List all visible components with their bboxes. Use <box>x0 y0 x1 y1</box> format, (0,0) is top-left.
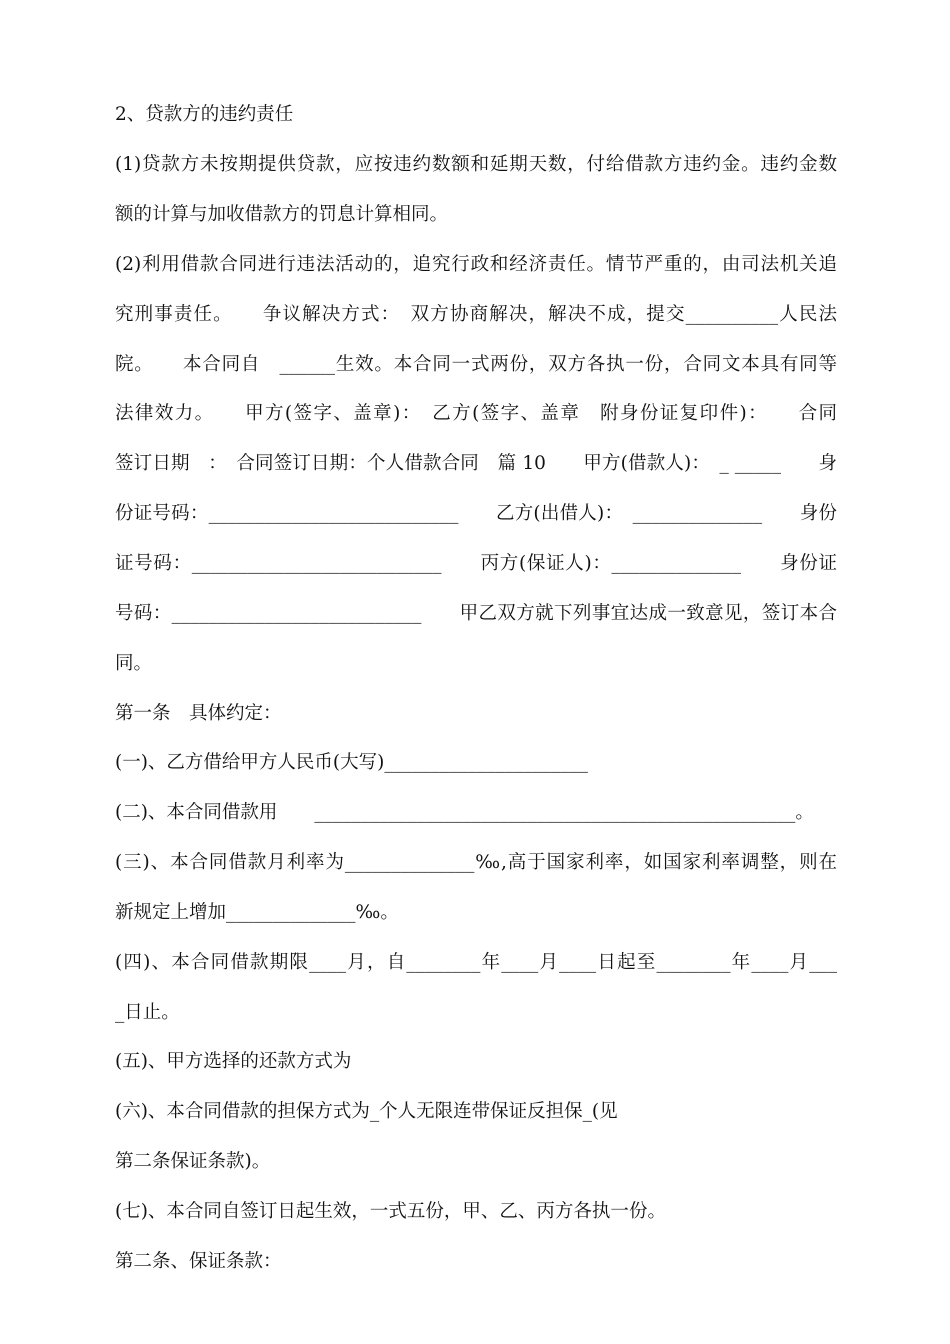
section-heading: 2、贷款方的违约责任 <box>115 104 294 125</box>
clause-line: _日止。 <box>115 1002 180 1023</box>
paragraph-line: 份证号码：___________________________ 乙方(出借人)： ______________ 身份 <box>115 503 837 524</box>
clause-line: (一)、乙方借给甲方人民币(大写)______________________ <box>115 752 588 773</box>
article-heading: 第一条 具体约定： <box>115 703 282 724</box>
clause-line: (七)、本合同自签订日起生效，一式五份，甲、乙、丙方各执一份。 <box>115 1201 666 1222</box>
clause-line: 新规定上增加______________‰。 <box>115 902 399 923</box>
clause-line: (五)、甲方选择的还款方式为 <box>115 1051 352 1072</box>
paragraph-line: 额的计算与加收借款方的罚息计算相同。 <box>115 204 449 225</box>
paragraph-line: 院。 本合同自 ______生效。本合同一式两份，双方各执一份，合同文本具有同等 <box>115 354 837 375</box>
paragraph-line: 法律效力。 甲方(签字、盖章)： 乙方(签字、盖章 附身份证复印件)： 合同 <box>115 403 837 424</box>
paragraph-line: 证号码：___________________________ 丙方(保证人)：______________ 身份证 <box>115 553 837 574</box>
paragraph-line: 签订日期 ： 合同签订日期：个人借款合同 篇 10 甲方(借款人)： _ _____ 身 <box>115 453 837 474</box>
article-heading: 第二条、保证条款： <box>115 1251 282 1272</box>
paragraph-line: (1)贷款方未按期提供贷款，应按违约数额和延期天数，付给借款方违约金。违约金数 <box>115 154 837 175</box>
clause-line: (三)、本合同借款月利率为______________‰,高于国家利率，如国家利率调整，则在 <box>115 852 837 873</box>
clause-line: 第二条保证条款)。 <box>115 1151 271 1172</box>
clause-line: (六)、本合同借款的担保方式为_个人无限连带保证反担保_(见 <box>115 1101 618 1122</box>
paragraph-line: (2)利用借款合同进行违法活动的，追究行政和经济责任。情节严重的，由司法机关追 <box>115 254 837 275</box>
paragraph-line: 号码：___________________________ 甲乙双方就下列事宜达成一致意见，签订本合 <box>115 603 837 624</box>
paragraph-line: 同。 <box>115 653 153 674</box>
paragraph-line: 究刑事责任。 争议解决方式： 双方协商解决，解决不成，提交__________人民法 <box>115 304 837 325</box>
clause-line: (四)、本合同借款期限____月，自________年____月____日起至________年____月___ <box>115 952 837 973</box>
clause-line: (二)、本合同借款用 ____________________________________________________。 <box>115 802 814 823</box>
